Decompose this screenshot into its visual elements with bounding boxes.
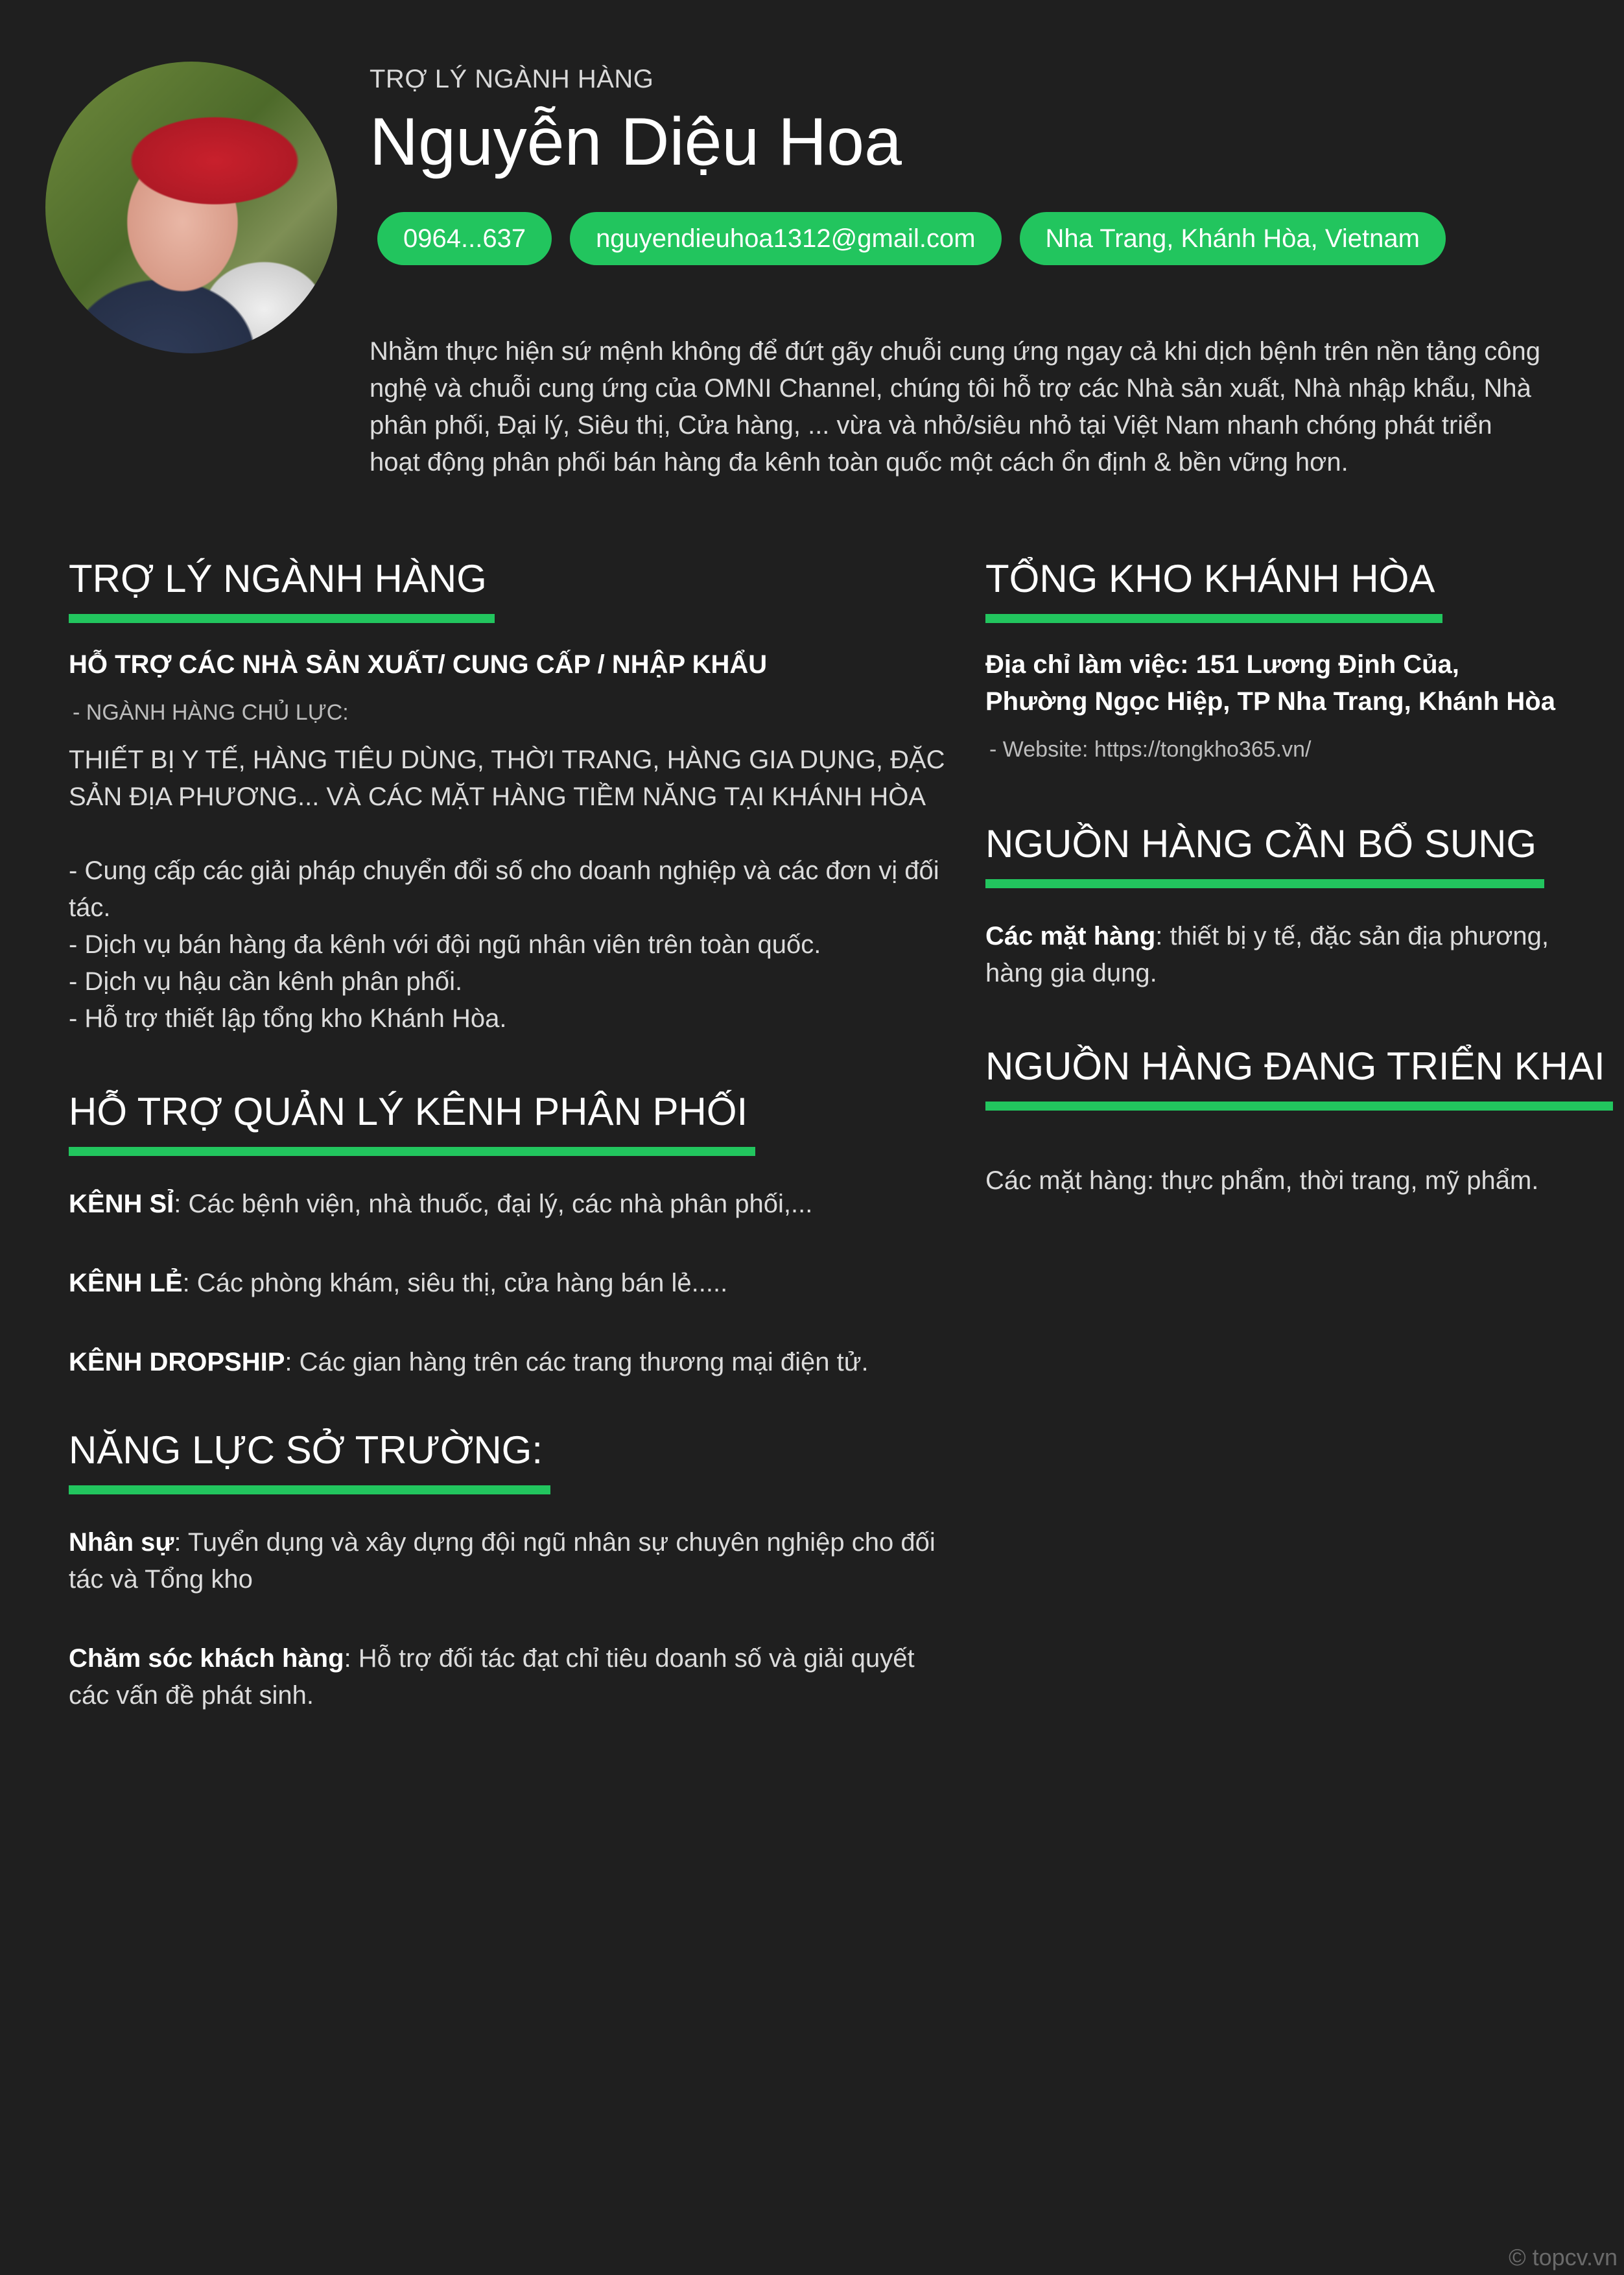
strength-label: Chăm sóc khách hàng bbox=[69, 1644, 344, 1673]
goods-text: : thiết bị y tế, đặc sản địa phương, hàng gia dụng. bbox=[985, 922, 1549, 987]
header-role: TRỢ LÝ NGÀNH HÀNG bbox=[370, 65, 654, 93]
channel-label: KÊNH SỈ bbox=[69, 1190, 174, 1218]
channel-wholesale bbox=[69, 1186, 950, 1223]
goods-label: Các mặt hàng bbox=[985, 922, 1156, 950]
watermark: © topcv.vn bbox=[1509, 2244, 1618, 2270]
strength-text: : Hỗ trợ đối tác đạt chỉ tiêu doanh số và giải quyết các vấn đề phát sinh. bbox=[69, 1644, 915, 1710]
products-text: THIẾT BỊ Y TẾ, HÀNG TIÊU DÙNG, THỜI TRANG, HÀNG GIA DỤNG, ĐẶC SẢN ĐỊA PHƯƠNG... VÀ CÁC MẶT HÀNG TIỀM NĂNG TẠI KHÁNH HÒA bbox=[69, 746, 945, 811]
section-title-tro-ly: TRỢ LÝ NGÀNH HÀNG bbox=[69, 556, 495, 623]
avatar bbox=[45, 62, 337, 353]
focus-bullet: - NGÀNH HÀNG CHỦ LỰC: bbox=[73, 700, 349, 725]
website-bullet[interactable]: - Website: https://tongkho365.vn/ bbox=[989, 737, 1312, 762]
needed-goods bbox=[985, 918, 1556, 992]
section-title-nang-luc: NĂNG LỰC SỞ TRƯỜNG: bbox=[69, 1428, 550, 1494]
channel-text: : Các bệnh viện, nhà thuốc, đại lý, các nhà phân phối,... bbox=[174, 1190, 813, 1218]
location-chip: Nha Trang, Khánh Hòa, Vietnam bbox=[1020, 212, 1446, 265]
section-title-can-bo-sung: NGUỒN HÀNG CẦN BỔ SUNG bbox=[985, 821, 1544, 888]
work-address: Địa chỉ làm việc: 151 Lương Định Của, Phường Ngọc Hiệp, TP Nha Trang, Khánh Hòa bbox=[985, 650, 1555, 716]
channel-text: : Các gian hàng trên các trang thương mại điện tử. bbox=[285, 1348, 869, 1376]
strength-cs bbox=[69, 1640, 950, 1714]
email-chip[interactable]: nguyendieuhoa1312@gmail.com bbox=[570, 212, 1001, 265]
list-item: - Cung cấp các giải pháp chuyển đổi số cho doanh nghiệp và các đơn vị đối tác. bbox=[69, 856, 939, 922]
section-title-tong-kho: TỔNG KHO KHÁNH HÒA bbox=[985, 556, 1442, 623]
right-column bbox=[985, 556, 1605, 1199]
phone-chip[interactable]: 0964...637 bbox=[377, 212, 552, 265]
strength-label: Nhân sự bbox=[69, 1528, 174, 1557]
channel-retail bbox=[69, 1265, 950, 1302]
summary-text: Nhằm thực hiện sứ mệnh không để đứt gãy chuỗi cung ứng ngay cả khi dịch bệnh trên nền tảng công nghệ và chuỗi cung ứng của OMNI Channel, chúng tôi hỗ trợ các Nhà sản xuất, Nhà nhập khẩu, Nhà phân phối, Đại lý, Siêu thị, Cửa hàng, ... vừa và nhỏ/siêu nhỏ tại Việt Nam nhanh chóng phát triển hoạt động phân phối bán hàng đa kênh toàn quốc một cách ổn định & bền vững hơn. bbox=[370, 337, 1541, 477]
strength-text: : Tuyển dụng và xây dựng đội ngũ nhân sự chuyên nghiệp cho đối tác và Tổng kho bbox=[69, 1528, 936, 1594]
channel-label: KÊNH LẺ bbox=[69, 1269, 183, 1297]
channel-label: KÊNH DROPSHIP bbox=[69, 1348, 285, 1376]
channel-text: : Các phòng khám, siêu thị, cửa hàng bán lẻ..... bbox=[182, 1269, 728, 1297]
contact-chips bbox=[377, 212, 1446, 265]
strength-hr bbox=[69, 1524, 950, 1598]
section-subtitle: HỖ TRỢ CÁC NHÀ SẢN XUẤT/ CUNG CẤP / NHẬP KHẨU bbox=[69, 650, 768, 679]
channel-dropship bbox=[69, 1344, 950, 1381]
list-item: - Dịch vụ hậu cần kênh phân phối. bbox=[69, 967, 463, 996]
current-goods: Các mặt hàng: thực phẩm, thời trang, mỹ phẩm. bbox=[985, 1166, 1539, 1195]
candidate-name: Nguyễn Diệu Hoa bbox=[370, 104, 902, 180]
list-item: - Dịch vụ bán hàng đa kênh với đội ngũ nhân viên trên toàn quốc. bbox=[69, 930, 821, 959]
section-title-dang-trien-khai: NGUỒN HÀNG ĐANG TRIỂN KHAI bbox=[985, 1044, 1613, 1111]
left-column bbox=[69, 556, 950, 1714]
section-title-kenh-phan-phoi: HỖ TRỢ QUẢN LÝ KÊNH PHÂN PHỐI bbox=[69, 1089, 755, 1156]
list-item: - Hỗ trợ thiết lập tổng kho Khánh Hòa. bbox=[69, 1004, 507, 1033]
services-list bbox=[69, 853, 950, 1037]
